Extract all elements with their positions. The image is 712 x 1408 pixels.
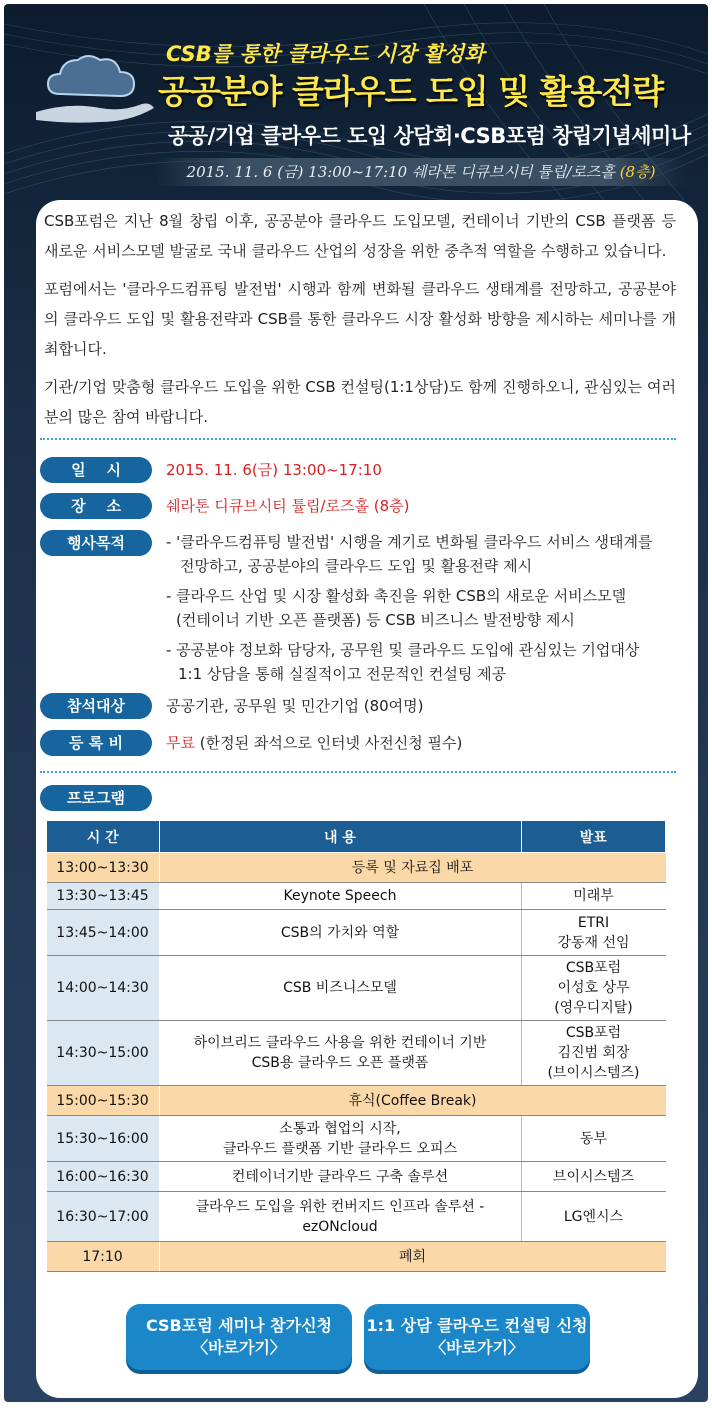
program-row <box>47 1116 666 1162</box>
program-speaker: ETRI 강동재 선임 <box>521 910 666 956</box>
header-time: 시 간 <box>47 821 160 853</box>
program-content: 등록 및 자료집 배포 <box>159 853 666 883</box>
fee-label: 등 록 비 <box>40 730 152 756</box>
program-time: 14:00~14:30 <box>47 956 160 1021</box>
program-content: 클라우드 도입을 위한 컨버지드 인프라 솔루션 - ezONcloud <box>159 1192 521 1242</box>
program-speaker: 브이시스템즈 <box>521 1162 666 1192</box>
program-speaker: CSB포럼 김진범 회장 (브이시스템즈) <box>521 1021 666 1086</box>
purpose-label: 행사목적 <box>40 530 152 556</box>
header-date-text: 2015. 11. 6 (금) 13:00~17:10 쉐라톤 디큐브시티 튤립/로즈홀 <box>186 163 615 181</box>
program-content: Keynote Speech <box>159 883 521 910</box>
header-date-banner <box>156 158 686 186</box>
attend-label: 참석대상 <box>40 693 152 719</box>
program-label: 프로그램 <box>40 785 152 811</box>
program-time: 15:00~15:30 <box>47 1086 160 1116</box>
header-subtitle: CSB를 통한 클라우드 시장 활성화 <box>166 42 485 66</box>
purpose-item-line: - 공공분야 정보화 담당자, 공무원 및 클라우드 도입에 관심있는 기업대상 <box>166 641 640 659</box>
header-date-floor: (8층) <box>619 163 656 181</box>
program-content: 폐회 <box>159 1242 666 1272</box>
purpose-item-line: - 클라우드 산업 및 시장 활성화 촉진을 위한 CSB의 새로운 서비스모델 <box>166 587 627 605</box>
attend-value: 공공기관, 공무원 및 민간기업 (80여명) <box>166 697 424 715</box>
date-value: 2015. 11. 6(금) 13:00~17:10 <box>166 461 382 479</box>
program-row <box>47 910 666 956</box>
program-content: CSB의 가치와 역할 <box>159 910 521 956</box>
divider <box>40 438 676 440</box>
program-content: 하이브리드 클라우드 사용을 위한 컨테이너 기반 CSB용 클라우드 오픈 플랫폼 <box>159 1021 521 1086</box>
program-content: 휴식(Coffee Break) <box>159 1086 666 1116</box>
info-attend-row <box>40 693 424 719</box>
program-speaker: 동부 <box>521 1116 666 1162</box>
header-event-name: 공공/기업 클라우드 도입 상담회·CSB포럼 창립기념세미나 <box>168 124 691 148</box>
program-time: 15:30~16:00 <box>47 1116 160 1162</box>
program-content: 소통과 협업의 시작, 클라우드 플랫폼 기반 클라우드 오피스 <box>159 1116 521 1162</box>
program-body <box>47 853 666 1272</box>
program-header-row <box>47 821 666 853</box>
place-value: 쉐라톤 디큐브시티 튤립/로즈홀 (8층) <box>166 497 410 515</box>
purpose-item-line: (컨테이너 기반 오픈 플랫폼) 등 CSB 비즈니스 발전방향 제시 <box>176 611 575 629</box>
purpose-item-line: 전망하고, 공공분야의 클라우드 도입 및 활용전략 제시 <box>180 557 533 575</box>
program-row <box>47 956 666 1021</box>
program-speaker: LG엔시스 <box>521 1192 666 1242</box>
program-time: 13:30~13:45 <box>47 883 160 910</box>
date-label: 일 시 <box>40 457 152 483</box>
program-time: 13:00~13:30 <box>47 853 160 883</box>
divider <box>40 771 676 773</box>
place-label: 장 소 <box>40 493 152 519</box>
program-time: 16:30~17:00 <box>47 1192 160 1242</box>
purpose-item <box>166 584 653 632</box>
purpose-list <box>166 530 653 692</box>
purpose-item <box>166 638 653 686</box>
program-time: 17:10 <box>47 1242 160 1272</box>
seminar-signup-link: 〈바로가기〉 <box>192 1338 286 1357</box>
consulting-signup-label: 1:1 상담 클라우드 컨설팅 신청 <box>366 1316 588 1335</box>
program-row <box>47 1162 666 1192</box>
purpose-item-line: - '클라우드컴퓨팅 발전법' 시행을 계기로 변화될 클라우드 서비스 생태계를 <box>166 533 653 551</box>
program-content: CSB 비즈니스모델 <box>159 956 521 1021</box>
intro-paragraph-1: CSB포럼은 지난 8월 창립 이후, 공공분야 클라우드 도입모델, 컨테이너 기반의 CSB 플랫폼 등 새로운 서비스모델 발굴로 국내 클라우드 산업의 성장을 위한 중추적 역할을 수행하고 있습니다. <box>44 212 676 260</box>
fee-note: (한정된 좌석으로 인터넷 사전신청 필수) <box>194 734 463 752</box>
program-row <box>47 883 666 910</box>
program-time: 13:45~14:00 <box>47 910 160 956</box>
consulting-signup-button[interactable] <box>364 1304 590 1370</box>
program-row <box>47 1192 666 1242</box>
info-fee-row <box>40 730 462 756</box>
program-row <box>47 1086 666 1116</box>
intro-paragraph-2: 포럼에서는 '클라우드컴퓨팅 발전법' 시행과 함께 변화될 클라우드 생태계를 전망하고, 공공분야의 클라우드 도입 및 활용전략과 CSB를 통한 클라우드 시장 활성화 방향을 제시하는 세미나를 개최합니다. <box>44 280 676 358</box>
seminar-signup-button[interactable] <box>126 1304 352 1370</box>
purpose-item-line: 1:1 상담을 통해 실질적이고 전문적인 컨설팅 제공 <box>178 665 507 683</box>
header-title: 공공분야 클라우드 도입 및 활용전략 <box>158 72 664 111</box>
program-time: 14:30~15:00 <box>47 1021 160 1086</box>
info-purpose-row <box>40 530 653 692</box>
intro-paragraph-3: 기관/기업 맞춤형 클라우드 도입을 위한 CSB 컨설팅(1:1상담)도 함께 진행하오니, 관심있는 여러분의 많은 참여 바랍니다. <box>44 378 676 426</box>
program-row <box>47 1021 666 1086</box>
consulting-signup-link: 〈바로가기〉 <box>430 1338 524 1357</box>
header-speaker: 발표 <box>521 821 666 853</box>
info-date-row <box>40 457 382 483</box>
header-content: 내 용 <box>159 821 521 853</box>
info-place-row <box>40 493 409 519</box>
seminar-signup-label: CSB포럼 세미나 참가신청 <box>145 1316 332 1335</box>
page-frame <box>4 4 708 1402</box>
program-row <box>47 1242 666 1272</box>
program-time: 16:00~16:30 <box>47 1162 160 1192</box>
fee-value <box>166 730 462 756</box>
program-row <box>47 853 666 883</box>
fee-free: 무료 <box>166 734 195 752</box>
program-content: 컨테이너기반 클라우드 구축 솔루션 <box>159 1162 521 1192</box>
header-banner <box>4 4 708 200</box>
program-label-row <box>40 785 152 811</box>
program-speaker: 미래부 <box>521 883 666 910</box>
purpose-item <box>166 530 653 578</box>
program-table <box>46 820 666 1272</box>
program-speaker: CSB포럼 이성호 상무 (영우디지탈) <box>521 956 666 1021</box>
cloud-hand-icon <box>30 42 160 132</box>
intro-text <box>44 206 676 440</box>
content-card <box>36 200 698 1398</box>
